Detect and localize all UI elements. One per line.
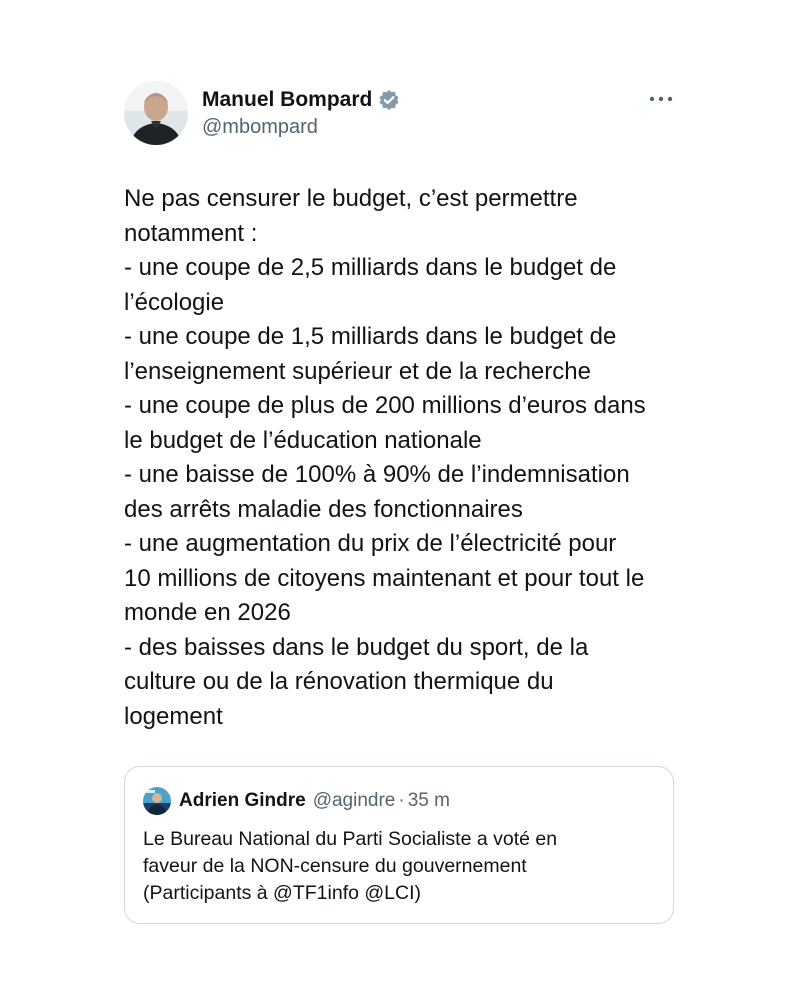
quoted-separator-dot: · — [398, 790, 405, 811]
quoted-author-display-name[interactable]: Adrien Gindre — [179, 790, 306, 811]
quoted-avatar-icon — [143, 787, 171, 815]
tweet — [124, 80, 680, 734]
tweet-text: Ne pas censurer le budget, c’est permettre notamment : - une coupe de 2,5 milliards dans le budget de l’écologie - une coupe de 1,5 milliards dans le budget de l’enseignement supérieur et de la recherche - une coupe de plus de 200 millions d’euros dans le budget de l’éducation nationale - une baisse de 100% à 90% de l’indemnisation des arrêts maladie des fonctionnaires - une augmentation du prix de l’électricité pour 10 millions de citoyens maintenant et pour tout le monde en 2026 - des baisses dans le budget du sport, de la culture ou de la rénovation thermique du logement — [124, 185, 646, 730]
author-avatar[interactable] — [124, 81, 188, 145]
display-name-row — [202, 87, 400, 113]
quoted-tweet-text: Le Bureau National du Parti Socialiste a voté en faveur de la NON-censure du gouvernement (Participants à @TF1info @LCI) — [143, 828, 558, 904]
author-names — [202, 87, 400, 140]
quoted-tweet[interactable] — [124, 766, 674, 924]
tweet-header — [124, 80, 680, 146]
quoted-tweet-header — [143, 787, 657, 815]
avatar-photo-icon — [124, 81, 188, 145]
verified-badge-icon — [378, 89, 400, 111]
quoted-timestamp[interactable]: 35 m — [407, 790, 450, 811]
quoted-author-handle[interactable]: @agindre — [312, 790, 396, 811]
more-horizontal-icon[interactable] — [648, 92, 674, 106]
quoted-author-avatar[interactable] — [143, 787, 171, 815]
author-display-name[interactable]: Manuel Bompard — [202, 87, 373, 111]
author-handle[interactable]: @mbompard — [202, 115, 318, 138]
